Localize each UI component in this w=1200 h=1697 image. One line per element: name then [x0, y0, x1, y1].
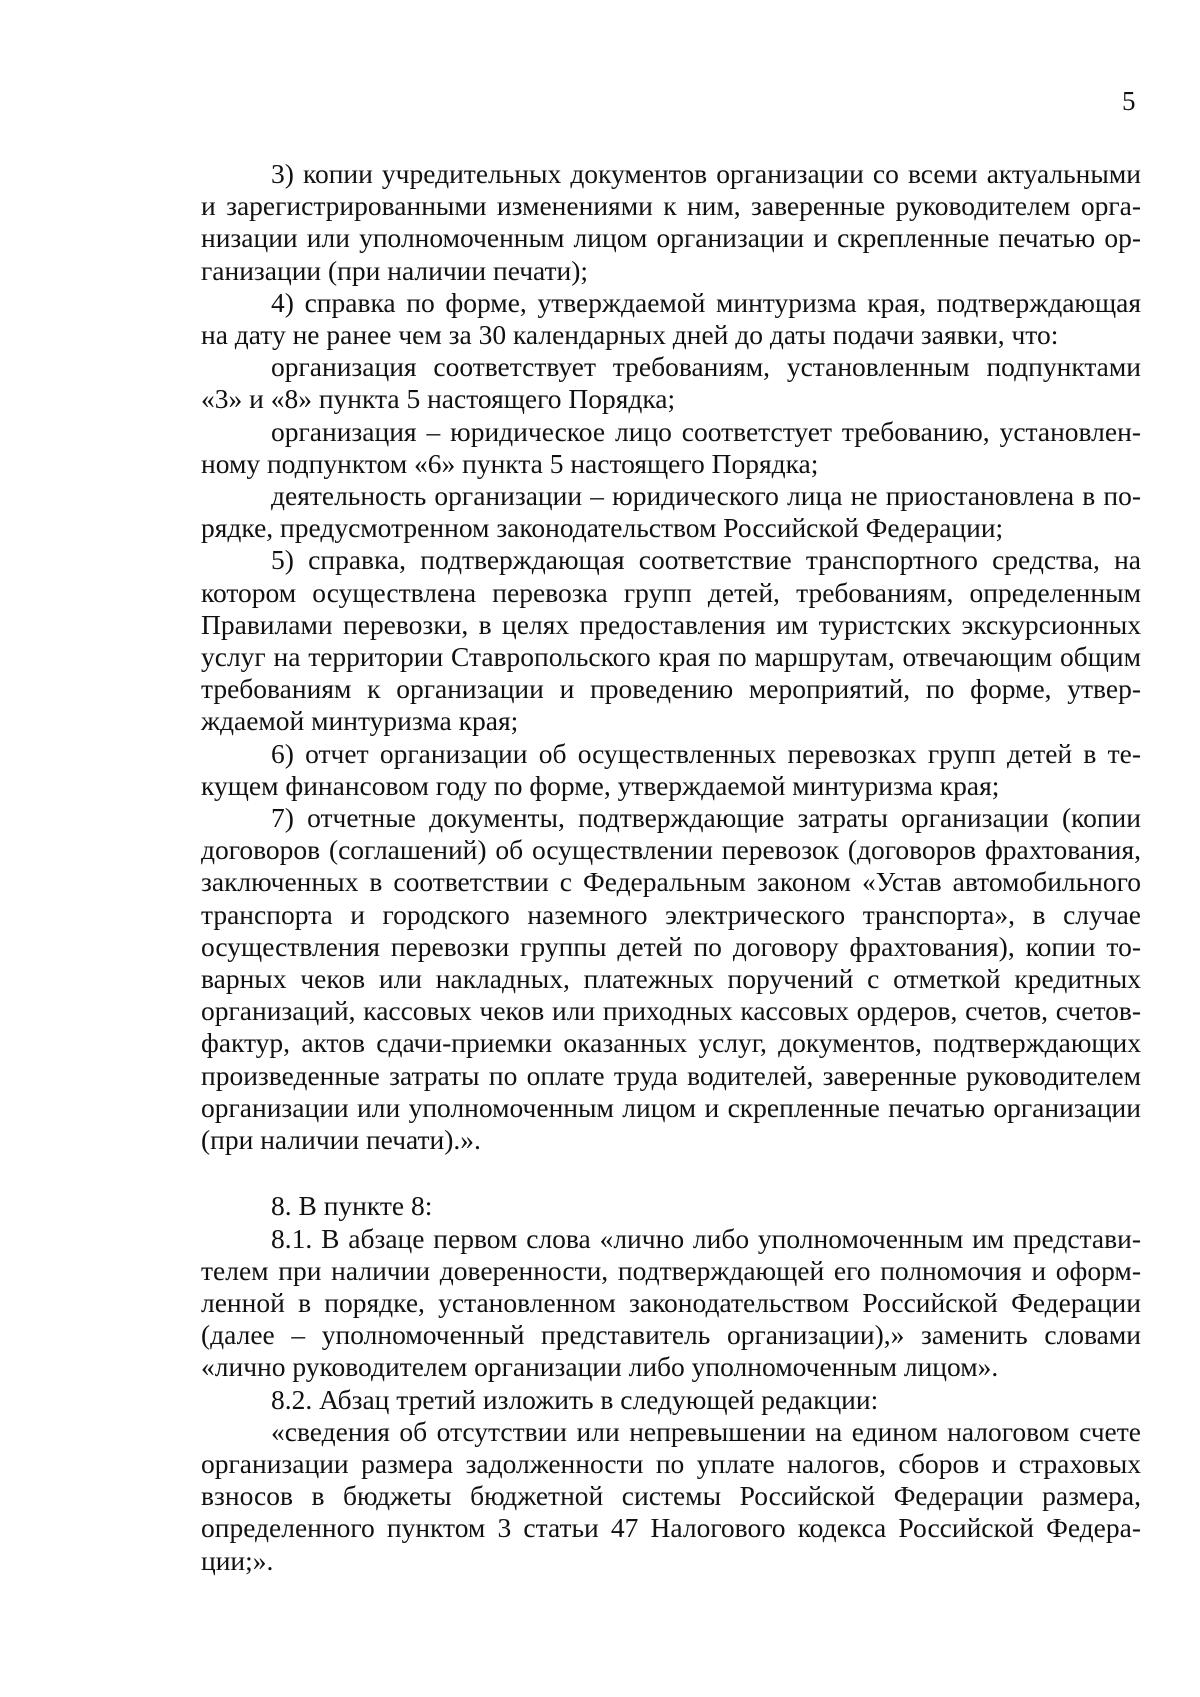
paragraph-item-3: 3) копии учредительных документов организации со всеми актуальными и зарегистрированными изменениями к ним, заверенные руководителем организации или уполномоченным лицом организации и скрепленные печатью организации (при наличии печати);: [201, 158, 1141, 286]
document-body: [201, 158, 1141, 1577]
paragraph-item-5: 5) справка, подтверждающая соответствие транспортного средства, на котором осуществлена перевозка групп детей, требованиям, определенным Правилами перевозки, в целях предоставления им туристских экскурсионных услуг на территории Ставропольского края по маршрутам, отвечающим общим требованиям к организации и проведению мероприятий, по форме, утверждаемой минтуризма края;: [201, 544, 1141, 737]
paragraph-item-4-condition-2: организация – юридическое лицо соответстует требованию, установленному подпунктом «6» пункта 5 настоящего Порядка;: [201, 415, 1141, 479]
paragraph-item-7: 7) отчетные документы, подтверждающие затраты организации (копии договоров (соглашений) об осуществлении перевозок (договоров фрахтования, заключенных в соответствии с Федеральным законом «Устав автомобильного транспорта и городского наземного электрического транспорта», в случае осуществления перевозки группы детей по договору фрахтования), копии товарных чеков или накладных, платежных поручений с отметкой кредитных организаций, кассовых чеков или приходных кассовых ордеров, счетов, счетов-фактур, актов сдачи-приемки оказанных услуг, документов, подтверждающих произведенные затраты по оплате труда водителей, заверенные руководителем организации или уполномоченным лицом и скрепленные печатью организации (при наличии печати).».: [201, 802, 1141, 1156]
paragraph-item-4-condition-3: деятельность организации – юридического лица не приостановлена в порядке, предусмотренном законодательством Российской Федерации;: [201, 480, 1141, 544]
paragraph-point-8-1: 8.1. В абзаце первом слова «лично либо уполномоченным им представителем при наличии доверенности, подтверждающей его полномочия и оформленной в порядке, установленном законодательством Российской Федерации (далее – уполномоченный представитель организации),» заменить словами «лично руководителем организации либо уполномоченным лицом».: [201, 1222, 1141, 1383]
paragraph-point-8-2-text: «сведения об отсутствии или непревышении на едином налоговом счете организации размера задолженности по уплате налогов, сборов и страховых взносов в бюджеты бюджетной системы Российской Федерации размера, определенного пунктом 3 статьи 47 Налогового кодекса Российской Федерации;».: [201, 1415, 1141, 1576]
page-number: 5: [1122, 86, 1136, 116]
paragraph-item-4-condition-1: организация соответствует требованиям, установленным подпунктами «3» и «8» пункта 5 настоящего Порядка;: [201, 351, 1141, 415]
paragraph-item-6: 6) отчет организации об осуществленных перевозках групп детей в текущем финансовом году по форме, утверждаемой минтуризма края;: [201, 737, 1141, 801]
paragraph-item-4: 4) справка по форме, утверждаемой минтуризма края, подтверждающая на дату не ранее чем за 30 календарных дней до даты подачи заявки, что:: [201, 286, 1141, 351]
paragraph-point-8-2: 8.2. Абзац третий изложить в следующей редакции:: [271, 1383, 879, 1415]
paragraph-point-8-heading: 8. В пункте 8:: [271, 1190, 433, 1222]
